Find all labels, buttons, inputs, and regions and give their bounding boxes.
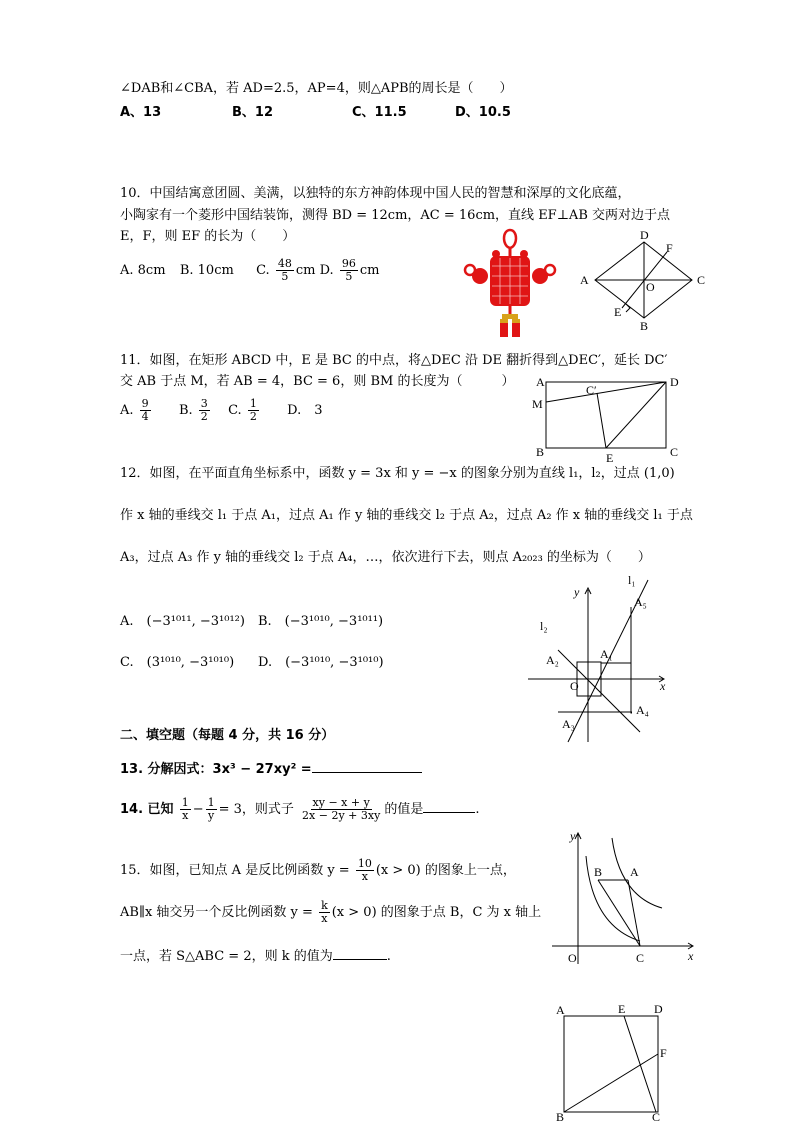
rect-label-d: D [670,375,679,389]
q15-line1-b: (x > 0) 的图象上一点， [375,863,516,878]
square-figure [552,1002,672,1123]
q14-fraction-3: $\frac{xy - x + y}{2x - 2y + 3xy}$ [302,796,381,822]
q15-line1-a: 15．如图，已知点 A 是反比例函数 y = [120,863,350,878]
q12-line3: A₃，过点 A₃ 作 y 轴的垂线交 l₂ 于点 A₄，…，依次进行下去，则点 A₂₀₂₃ 的坐标为（ ） [120,550,651,565]
q10-option-d-label: D. [319,263,334,278]
square-label-c: C [652,1110,661,1123]
q14-fraction-1: $\frac{1}{x}$ [181,796,189,822]
q14-fraction-2: $\frac{1}{y}$ [207,796,215,822]
rhombus-label-d: D [640,228,649,242]
q10-line3: E，F，则 EF 的长为（ ） [120,229,296,244]
q14-line: 14. 已知 $\frac{1}{x}$ − $\frac{1}{y}$ = 3，则式子 $\frac{xy - x + y}{2x - 2y + 3xy}$ 的值是 . [120,796,480,822]
q12-option-b: B. (−3¹⁰¹⁰, −3¹⁰¹¹) [258,614,384,629]
q15-line2 [120,900,541,926]
q14-mid: = 3，则式子 [218,802,294,817]
q11-options [120,398,322,423]
coordinate-lines-figure [528,572,674,744]
axis-label-y: y [574,585,580,599]
point-label-a4: A₄ [636,703,649,717]
q13-line [120,758,422,779]
q13-answer-blank [312,758,422,773]
q12-line2: 作 x 轴的垂线交 l₁ 于点 A₁，过点 A₁ 作 y 轴的垂线交 l₂ 于点 A₂，过点 A₂ 作 x 轴的垂线交 l₁ 于点 [120,508,693,523]
q10-option-b: B. 10cm [179,263,234,278]
q11-option-c-fraction: $\frac{1}{2}$ [249,397,257,423]
point-label-a5: A₅ [634,595,647,609]
q11-option-b-label: B. [178,403,193,418]
rect-label-c-prime: C′ [586,383,597,397]
q15-line3: 一点，若 S△ABC = 2，则 k 的值为 . [120,945,391,966]
q14-prefix: 14. 已知 [120,802,174,817]
origin-label: O [570,679,579,693]
inverse-proportion-figure [552,826,698,968]
rhombus-label-f: F [666,241,673,255]
square-label-f: F [660,1046,667,1060]
q10-options [120,258,379,283]
q9-option-c: C、11.5 [352,105,407,120]
square-label-e: E [618,1002,626,1016]
q14-answer-blank [423,798,475,813]
q13-text: 13. 分解因式：3x³ − 27xy² = [120,762,312,777]
q9-option-d: D、10.5 [455,105,511,120]
q11-option-a-fraction: $\frac{9}{4}$ [141,397,149,423]
rect-label-m: M [532,397,543,411]
q15-fraction-kx: $\frac{k}{x}$ [321,899,328,925]
q10-line1: 10．中国结寓意团圆、美满，以独特的东方神韵体现中国人民的智慧和深厚的文化底蕴， [120,186,631,201]
q12-option-c: C. (3¹⁰¹⁰, −3¹⁰¹⁰) [120,655,235,670]
q11-option-b-fraction: $\frac{3}{2}$ [200,397,208,423]
rhombus-label-c: C [697,273,706,287]
rhombus-label-o: O [646,280,655,294]
q12-line1: 12．如图，在平面直角坐标系中，函数 y = 3x 和 y = −x 的图象分别为直线 l₁，l₂，过点 (1,0) [120,466,675,481]
q15-answer-blank [333,945,387,960]
q15-line3-text: 一点，若 S△ABC = 2，则 k 的值为 [120,949,333,964]
q14-suffix: 的值是 [384,802,424,817]
q15-line1 [120,858,516,884]
square-label-a: A [556,1003,565,1017]
rhombus-figure [570,228,710,338]
rhombus-label-b: B [640,319,649,333]
q15-axis-y: y [570,829,576,843]
rect-label-a: A [536,375,545,389]
q11-option-a-label: A. [120,403,134,418]
q15-origin: O [568,951,577,965]
q9-option-a: A、13 [120,105,162,120]
section2-heading: 二、填空题（每题 4 分，共 16 分） [120,728,335,743]
rect-label-e: E [606,451,614,465]
q10-option-d-unit: cm [359,263,380,278]
q12-option-d: D. (−3¹⁰¹⁰, −3¹⁰¹⁰) [258,655,384,670]
q15-point-b: B [594,865,603,879]
rectangle-fold-figure [530,372,690,464]
square-label-b: B [556,1110,565,1123]
q14-minus: − [192,802,204,817]
q9-stem: ∠DAB和∠CBA，若 AD=2.5，AP=4，则△APB的周长是（ ） [120,81,513,96]
chinese-knot-image [462,228,558,338]
point-label-a1: A₁ [600,647,613,661]
q15-line2-b: (x > 0) 的图象于点 B，C 为 x 轴上 [331,905,542,920]
q10-option-c-fraction: $\frac{48}{5}$ [277,257,292,283]
q11-option-c-label: C. [228,403,242,418]
q10-option-c-unit: cm [295,263,316,278]
q15-point-a: A [630,865,639,879]
axis-label-x: x [660,679,666,693]
q11-line2: 交 AB 于点 M，若 AB = 4，BC = 6，则 BM 的长度为（ ） [120,374,515,389]
q15-axis-x: x [688,949,694,963]
q10-option-c-label: C. [256,263,270,278]
q10-line2: 小陶家有一个菱形中国结装饰，测得 BD = 12cm，AC = 16cm，直线 EF⊥AB 交两对边于点 [120,208,670,223]
line-label-l2: l₂ [540,619,548,633]
q10-option-d-fraction: $\frac{96}{5}$ [341,257,356,283]
q15-fraction-10x: $\frac{10}{x}$ [357,857,372,883]
q11-option-d: D. 3 [287,403,323,418]
q10-option-a: A. 8cm [120,263,166,278]
square-label-d: D [654,1002,663,1016]
q11-line1: 11．如图，在矩形 ABCD 中，E 是 BC 的中点，将△DEC 沿 DE 翻折得到△DEC′，延长 DC′ [120,353,668,368]
point-label-a2: A₂ [546,653,559,667]
rect-label-b: B [536,445,545,459]
q9-option-b: B、12 [232,105,273,120]
point-label-a3: A₃ [562,717,575,731]
line-label-l1: l₁ [628,573,636,587]
q15-line2-a: AB∥x 轴交另一个反比例函数 y = [120,905,313,920]
q15-point-c: C [636,951,645,965]
rhombus-label-e: E [614,305,622,319]
rect-label-c: C [670,445,679,459]
q12-option-a: A. (−3¹⁰¹¹, −3¹⁰¹²) [120,614,245,629]
rhombus-label-a: A [580,273,589,287]
